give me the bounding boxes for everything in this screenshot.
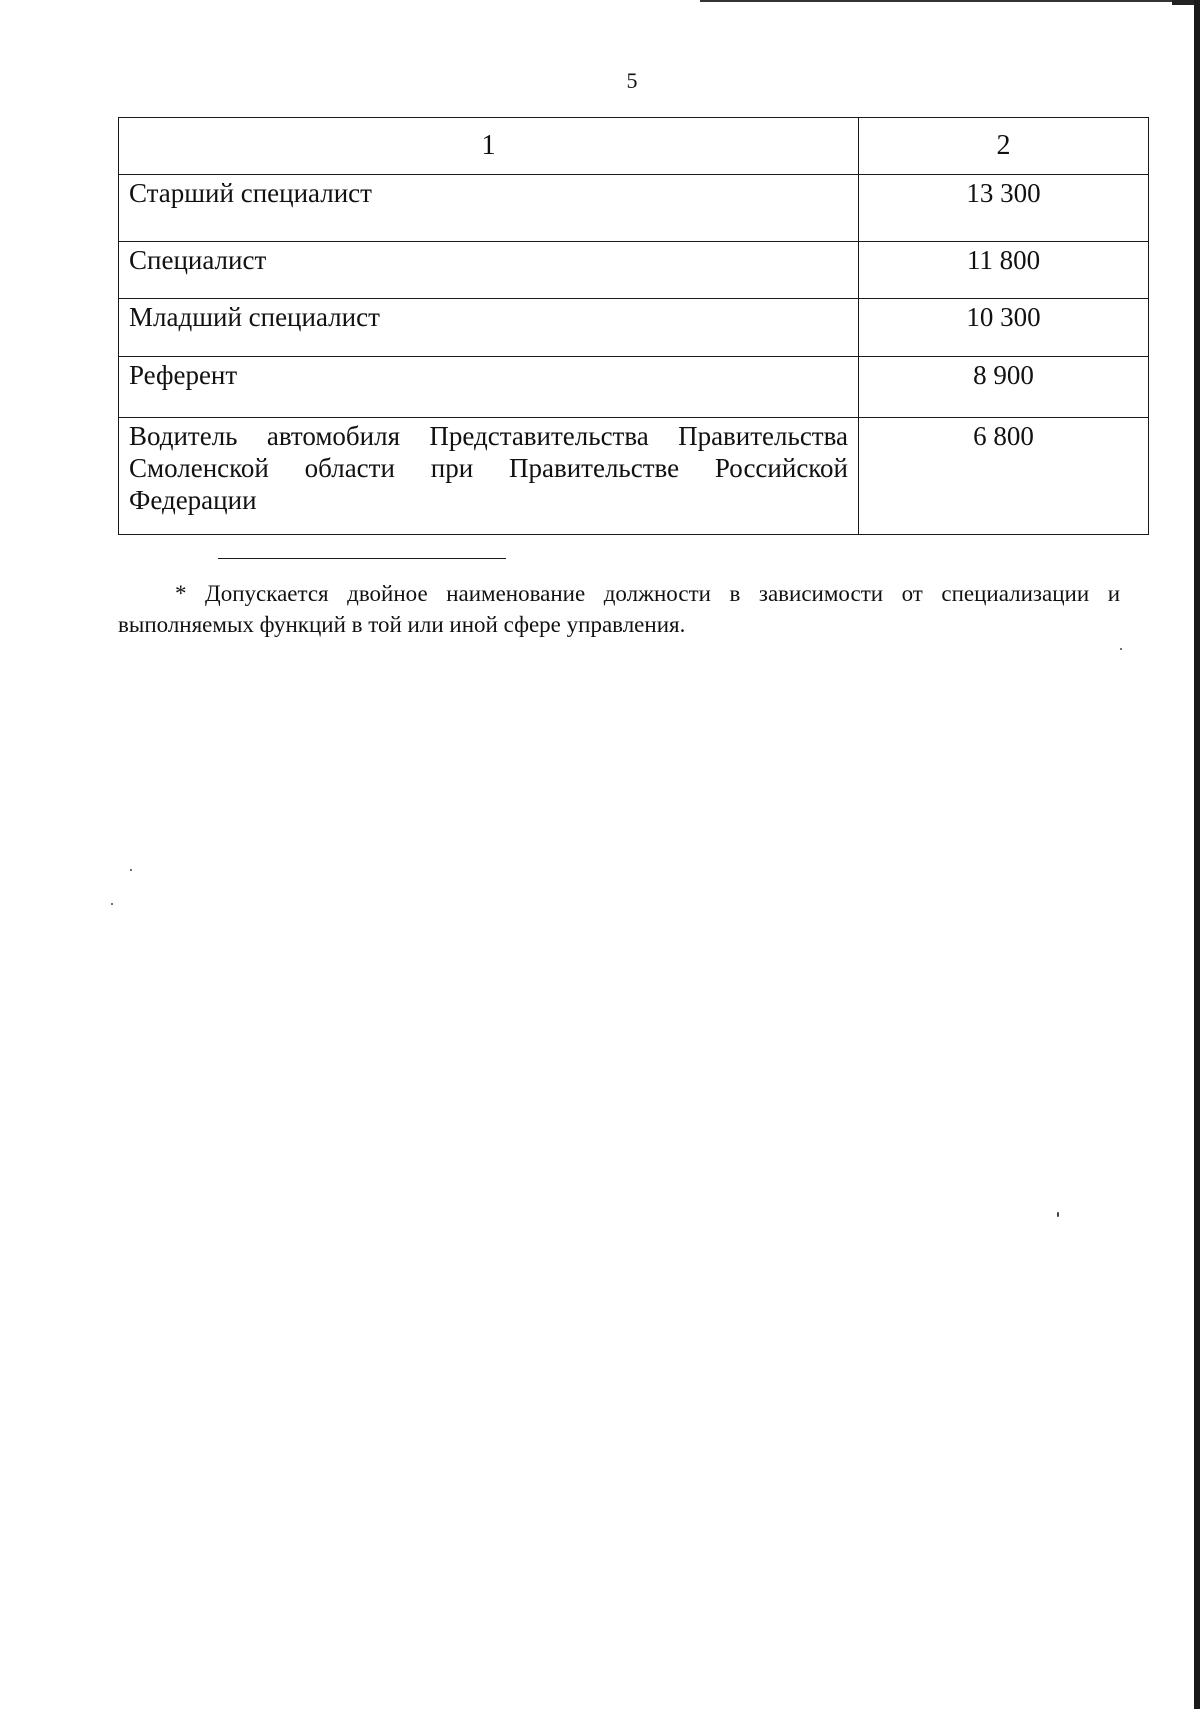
table-header-cell: 2 — [859, 118, 1149, 175]
scan-edge-shadow — [1194, 0, 1200, 1709]
scan-top-corner — [1172, 0, 1194, 5]
table-row — [119, 418, 1149, 535]
amount-cell: 8 900 — [859, 357, 1149, 418]
table-row — [119, 175, 1149, 242]
table-row — [119, 299, 1149, 357]
salary-table — [118, 117, 1149, 535]
position-cell: Референт — [119, 357, 859, 418]
position-cell: Старший специалист — [119, 175, 859, 242]
table-row — [119, 242, 1149, 299]
scan-speck — [1057, 1212, 1059, 1217]
scan-speck — [1120, 648, 1122, 650]
amount-cell: 6 800 — [859, 418, 1149, 535]
amount-cell: 13 300 — [859, 175, 1149, 242]
scan-speck — [130, 869, 132, 871]
table-header-row — [119, 118, 1149, 175]
footnote-text: * Допускается двойное наименование должности в зависимости от специализации и выполняемых функций в той или иной сфере управления. — [118, 581, 1120, 637]
amount-cell: 11 800 — [859, 242, 1149, 299]
position-cell: Младший специалист — [119, 299, 859, 357]
scan-speck — [111, 903, 113, 905]
scan-top-line — [700, 0, 1194, 2]
page-number: 5 — [626, 68, 638, 93]
position-cell: Водитель автомобиля Представительства Правительства Смоленской области при Правительстве Российской Федерации — [119, 418, 859, 535]
position-cell: Специалист — [119, 242, 859, 299]
amount-cell: 10 300 — [859, 299, 1149, 357]
table-header-cell: 1 — [119, 118, 859, 175]
table-row — [119, 357, 1149, 418]
footnote-divider — [218, 558, 506, 559]
